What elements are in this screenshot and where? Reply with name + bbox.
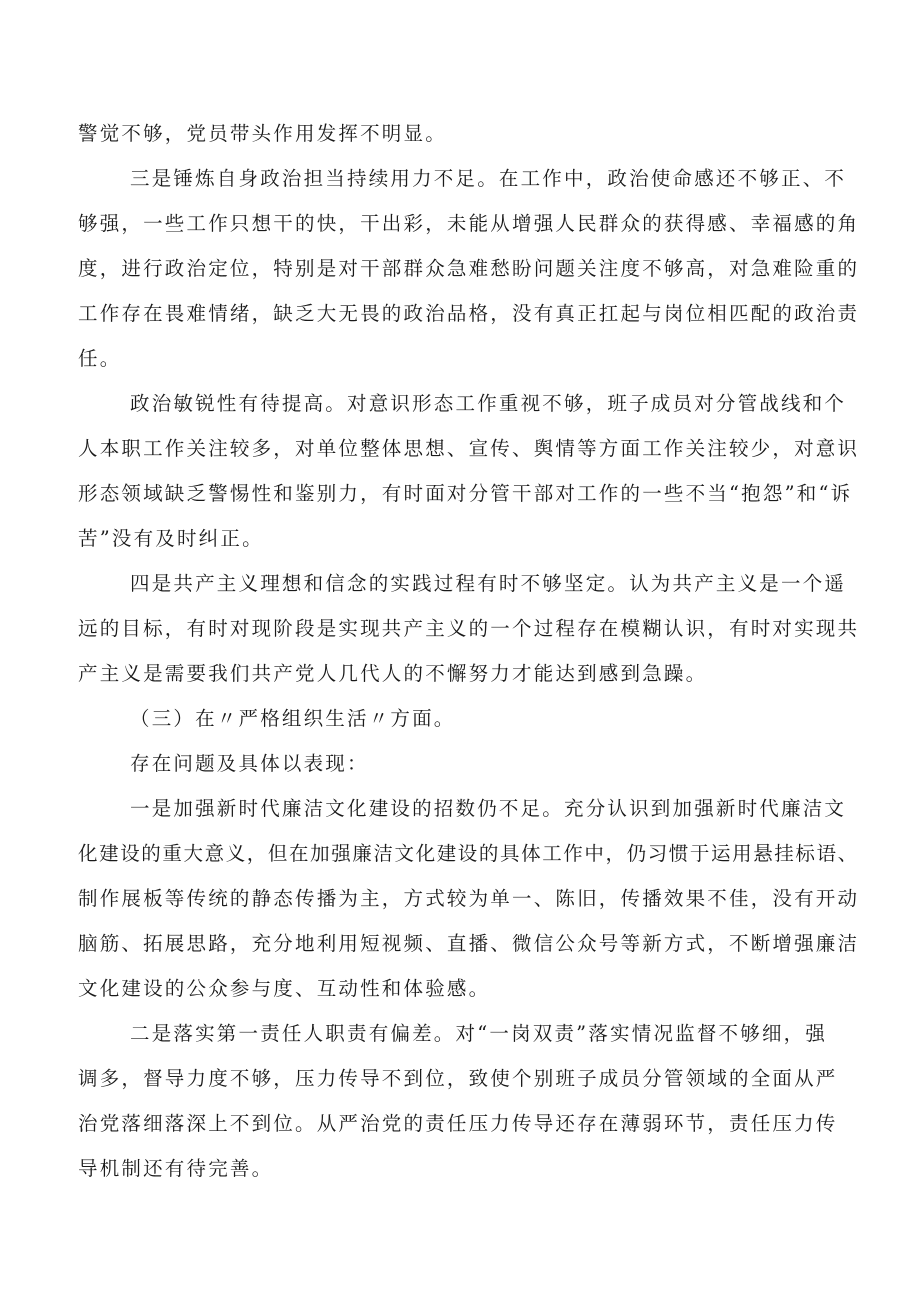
text-line: 苦”没有及时纠正。 (78, 527, 264, 550)
text-line: 导机制还有待完善。 (78, 1157, 274, 1180)
text-line: 够强，一些工作只想干的快，干出彩，未能从增强人民群众的获得感、幸福感的角 (78, 212, 860, 235)
text-line: 二是落实第一责任人职责有偏差。对“一岗双责”落实情况监督不够细，强 (130, 1022, 828, 1045)
text-line: 产主义是需要我们共产党人几代人的不懈努力才能达到感到急躁。 (78, 662, 708, 685)
section-heading: （三）在〃严格组织生活〃方面。 (130, 707, 456, 730)
text-line: 任。 (78, 347, 122, 370)
text-line: 度，进行政治定位，特别是对干部群众急难愁盼问题关注度不够高，对急难险重的 (78, 257, 860, 280)
text-line: 调多，督导力度不够，压力传导不到位，致使个别班子成员分管领域的全面从严 (78, 1067, 838, 1090)
text-line: 一是加强新时代廉洁文化建设的招数仍不足。充分认识到加强新时代廉洁文 (130, 797, 847, 820)
text-line: 治党落细落深上不到位。从严治党的责任压力传导还存在薄弱环节，责任压力传 (78, 1112, 838, 1135)
text-line: 人本职工作关注较多，对单位整体思想、宣传、舆情等方面工作关注较少，对意识 (78, 437, 860, 460)
text-line: 政治敏锐性有待提高。对意识形态工作重视不够，班子成员对分管战线和个 (130, 392, 847, 415)
text-line: 三是锤炼自身政治担当持续用力不足。在工作中，政治使命感还不够正、不 (130, 167, 847, 190)
text-line: 工作存在畏难情绪，缺乏大无畏的政治品格，没有真正扛起与岗位相匹配的政治责 (78, 302, 860, 325)
text-line: 化建设的重大意义，但在加强廉洁文化建设的具体工作中，仍习惯于运用悬挂标语、 (78, 842, 859, 865)
text-line: 制作展板等传统的静态传播为主，方式较为单一、陈旧，传播效果不佳，没有开动 (78, 887, 860, 910)
text-line: 存在问题及具体以表现： (130, 752, 369, 775)
text-line: 警觉不够，党员带头作用发挥不明显。 (78, 122, 447, 145)
text-line: 脑筋、拓展思路，充分地利用短视频、直播、微信公众号等新方式，不断增强廉洁 (78, 932, 860, 955)
text-line: 文化建设的公众参与度、互动性和体验感。 (78, 977, 491, 1000)
text-line: 形态领域缺乏警惕性和鉴别力，有时面对分管干部对工作的一些不当“抱怨”和“诉 (78, 482, 853, 505)
text-line: 四是共产主义理想和信念的实践过程有时不够坚定。认为共产主义是一个遥 (130, 572, 847, 595)
text-line: 远的目标，有时对现阶段是实现共产主义的一个过程存在模糊认识，有时对实现共 (78, 617, 860, 640)
